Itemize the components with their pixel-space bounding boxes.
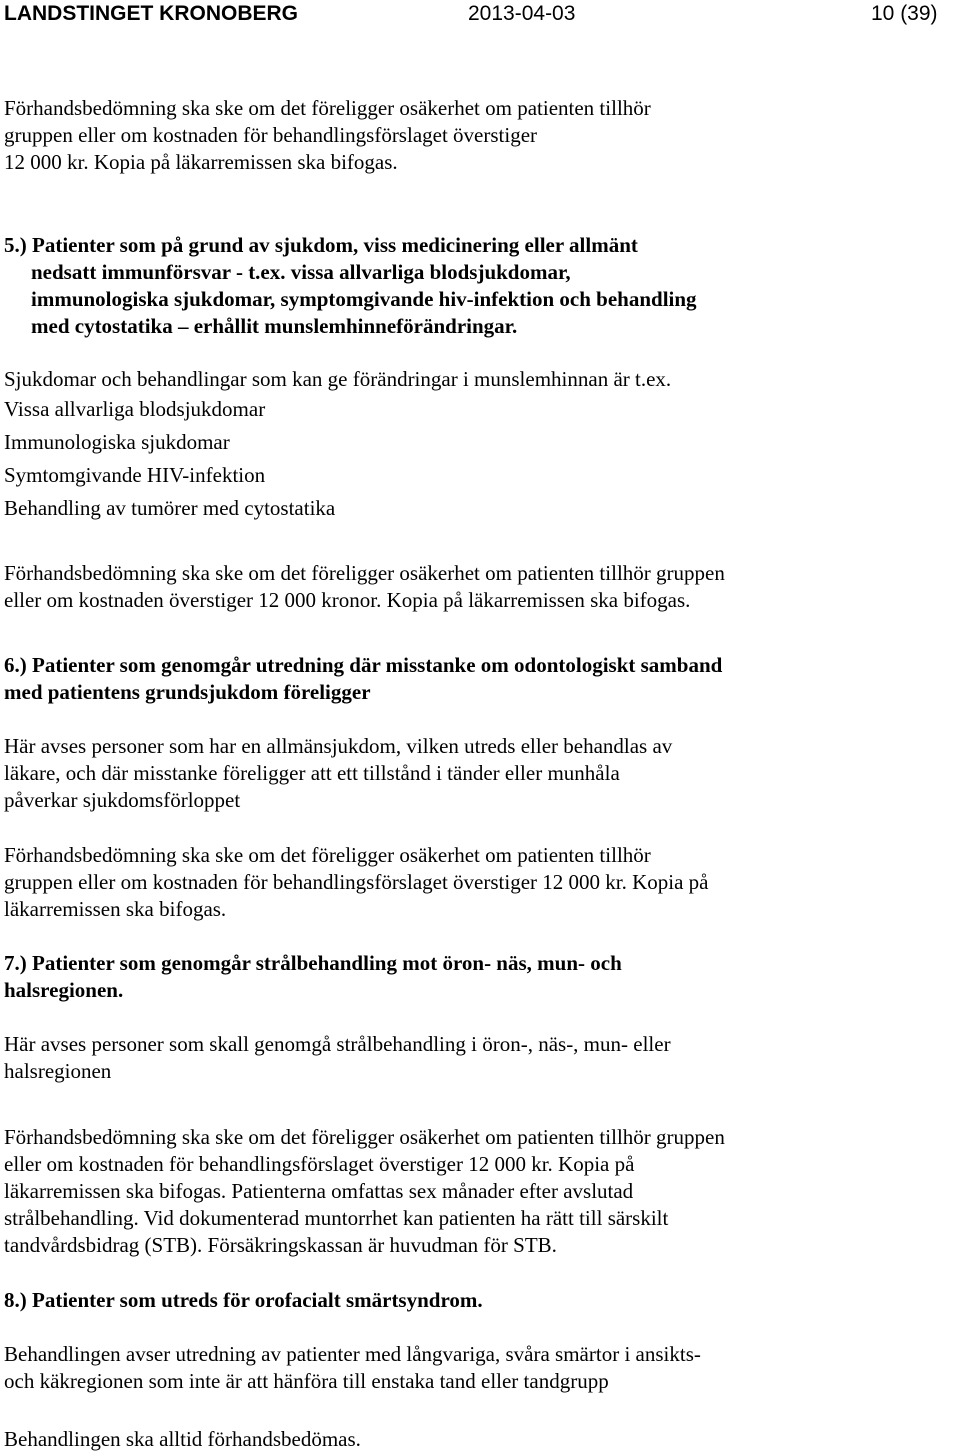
text-line: Förhandsbedömning ska ske om det föreligger osäkerhet om patienten tillhör	[4, 96, 651, 120]
text-line: 8.) Patienter som utreds för orofacialt smärtsyndrom.	[4, 1288, 483, 1312]
list-item: Vissa allvarliga blodsjukdomar	[4, 397, 266, 421]
paragraph-prior-assessment-required	[4, 1426, 361, 1453]
text-line: nedsatt immunförsvar - t.ex. vissa allvarliga blodsjukdomar,	[31, 260, 571, 284]
text-line: med cytostatika – erhållit munslemhinneförändringar.	[31, 314, 518, 338]
text-line: eller om kostnaden för behandlingsförslaget överstiger 12 000 kr. Kopia på	[4, 1152, 635, 1176]
paragraph-conditions-list	[4, 366, 671, 525]
text-line: eller om kostnaden överstiger 12 000 kronor. Kopia på läkarremissen ska bifogas.	[4, 588, 691, 612]
text-line: med patientens grundsjukdom föreligger	[4, 680, 371, 704]
page-number: 10 (39)	[871, 2, 938, 25]
text-line: strålbehandling. Vid dokumenterad muntorrhet kan patienten ha rätt till särskilt	[4, 1206, 669, 1230]
paragraph-referral-note-4	[4, 1124, 725, 1259]
text-line: 6.) Patienter som genomgår utredning där misstanke om odontologiskt samband	[4, 653, 723, 677]
text-line: Här avses personer som skall genomgå strålbehandling i öron-, näs-, mun- eller	[4, 1032, 671, 1056]
text-line: Förhandsbedömning ska ske om det föreligger osäkerhet om patienten tillhör gruppen	[4, 1125, 725, 1149]
paragraph-referral-note-2	[4, 560, 725, 614]
text-line: läkare, och där misstanke föreligger att ett tillstånd i tänder eller munhåla	[4, 761, 620, 785]
paragraph-section-7-description	[4, 1031, 671, 1085]
text-line: 7.) Patienter som genomgår strålbehandling mot öron- näs, mun- och	[4, 951, 622, 975]
text-line: läkarremissen ska bifogas.	[4, 897, 227, 921]
text-line: Behandlingen avser utredning av patienter med långvariga, svåra smärtor i ansikts-	[4, 1342, 701, 1366]
paragraph-referral-note-3	[4, 842, 708, 923]
text-line: Förhandsbedömning ska ske om det föreligger osäkerhet om patienten tillhör gruppen	[4, 561, 725, 585]
heading-section-6	[4, 652, 722, 706]
heading-section-8	[4, 1287, 483, 1314]
document-date: 2013-04-03	[468, 2, 576, 25]
text-line: gruppen eller om kostnaden för behandlingsförslaget överstiger 12 000 kr. Kopia på	[4, 870, 709, 894]
list-item: Symtomgivande HIV-infektion	[4, 463, 266, 487]
heading-section-5	[4, 232, 638, 259]
text-line: tandvårdsbidrag (STB). Försäkringskassan är huvudman för STB.	[4, 1233, 557, 1257]
text-line: immunologiska sjukdomar, symptomgivande hiv-infektion och behandling	[31, 287, 697, 311]
list-item: Immunologiska sjukdomar	[4, 430, 230, 454]
text-line: Här avses personer som har en allmänsjukdom, vilken utreds eller behandlas av	[4, 734, 673, 758]
text-line: gruppen eller om kostnaden för behandlingsförslaget överstiger	[4, 123, 538, 147]
paragraph-section-6-description	[4, 733, 672, 814]
text-line: och käkregionen som inte är att hänföra till enstaka tand eller tandgrupp	[4, 1369, 609, 1393]
list-item: Behandling av tumörer med cytostatika	[4, 496, 336, 520]
text-line: Sjukdomar och behandlingar som kan ge förändringar i munslemhinnan är t.ex.	[4, 367, 672, 391]
text-line: påverkar sjukdomsförloppet	[4, 788, 241, 812]
text-line: 5.) Patienter som på grund av sjukdom, viss medicinering eller allmänt	[4, 233, 638, 257]
text-line: Behandlingen ska alltid förhandsbedömas.	[4, 1427, 361, 1451]
text-line: Förhandsbedömning ska ske om det föreligger osäkerhet om patienten tillhör	[4, 843, 651, 867]
paragraph-referral-note-1	[4, 95, 651, 176]
text-line: halsregionen	[4, 1059, 112, 1083]
text-line: halsregionen.	[4, 978, 124, 1002]
paragraph-section-8-description	[4, 1341, 701, 1395]
text-line: 12 000 kr. Kopia på läkarremissen ska bifogas.	[4, 150, 398, 174]
heading-section-7	[4, 950, 622, 1004]
organization-name: LANDSTINGET KRONOBERG	[4, 2, 298, 25]
heading-section-5-continued	[31, 259, 697, 340]
text-line: läkarremissen ska bifogas. Patienterna omfattas sex månader efter avslutad	[4, 1179, 634, 1203]
